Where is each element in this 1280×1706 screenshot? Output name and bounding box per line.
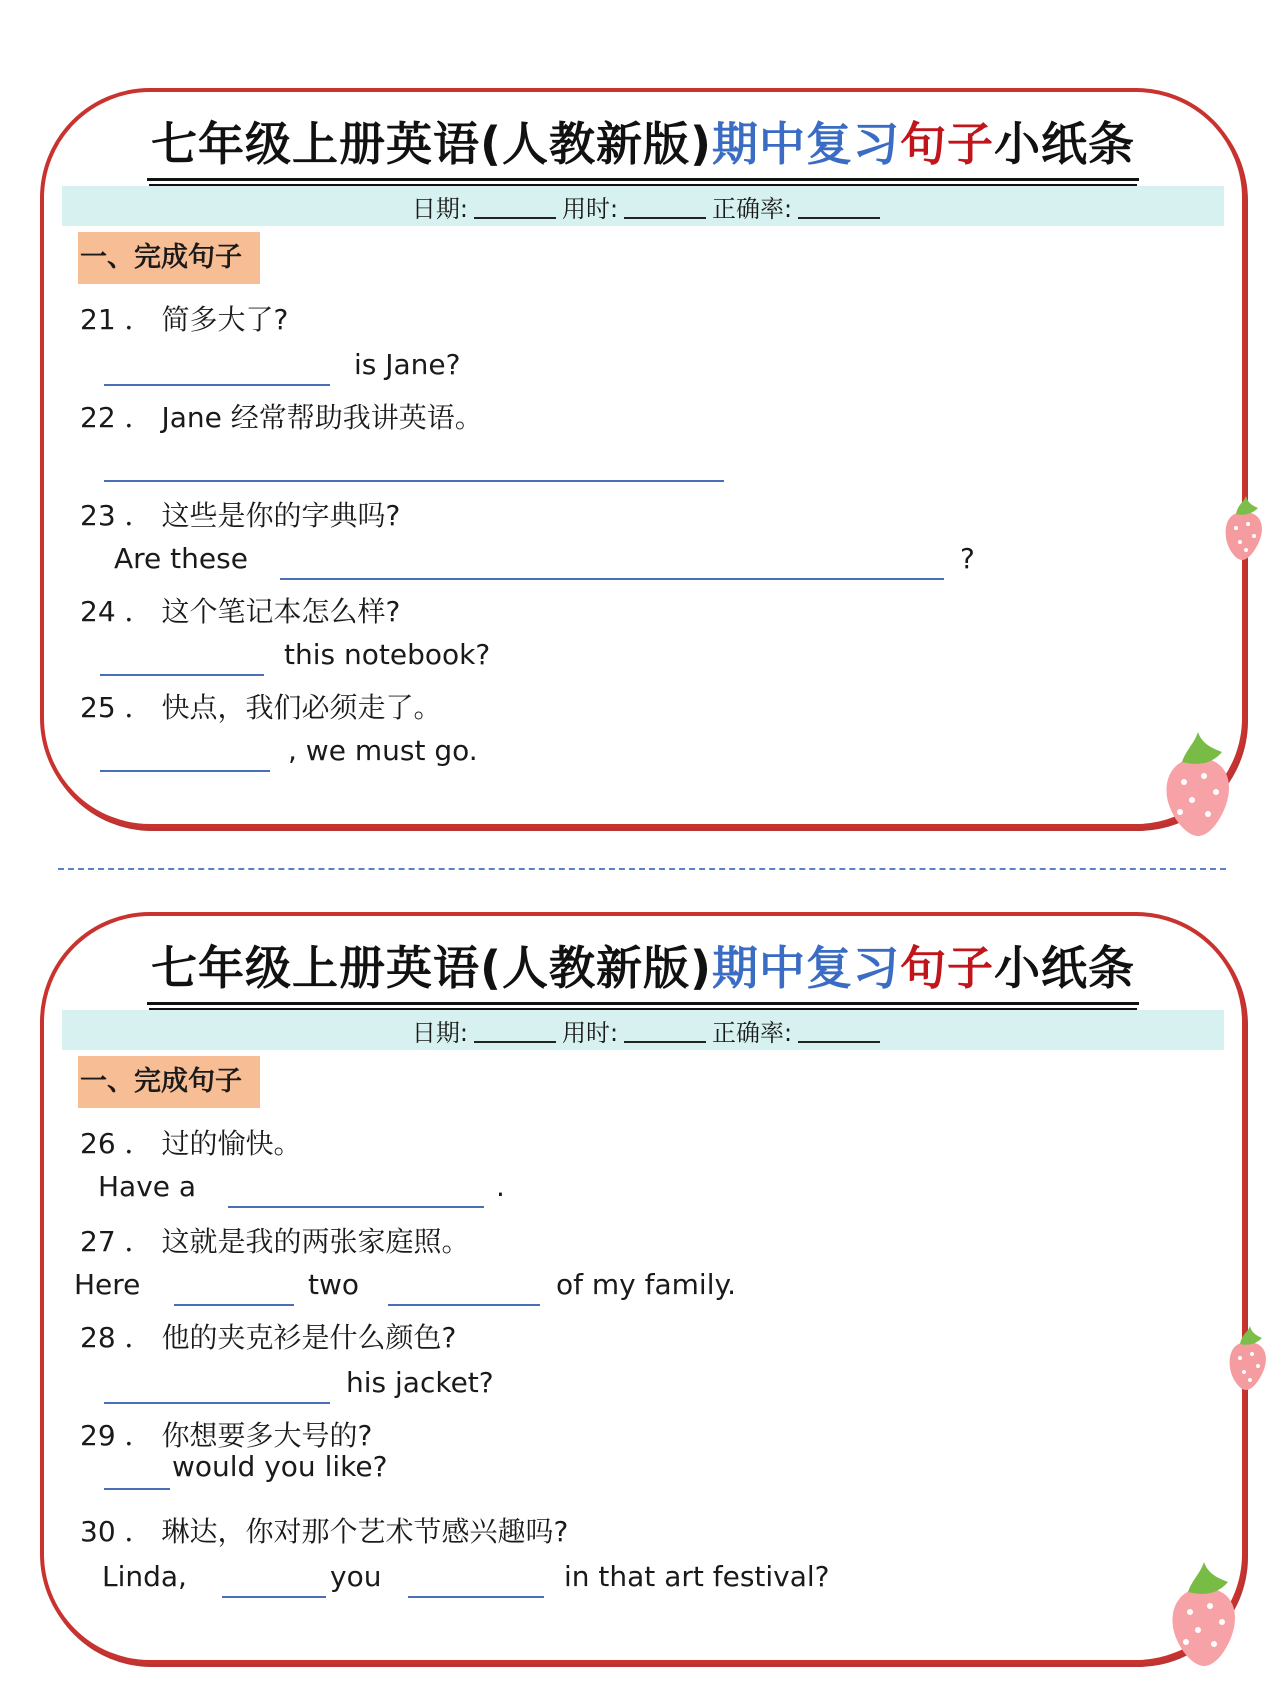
time-blank[interactable] (624, 1017, 706, 1043)
question-28 (80, 1316, 456, 1356)
answer-blank-27a[interactable] (174, 1304, 294, 1306)
question-chinese: Jane 经常帮助我讲英语。 (161, 401, 483, 434)
title-part-note: 小纸条 (994, 117, 1136, 171)
accuracy-blank[interactable] (798, 193, 880, 219)
answer-tail-24: this notebook? (284, 638, 491, 671)
answer-prefix-26: Have a (98, 1170, 197, 1203)
answer-suffix-26: . (496, 1170, 505, 1203)
title-part-grade: 七年级上册英语(人教新版) (150, 941, 713, 995)
question-number: 29 ． (80, 1419, 153, 1452)
answer-prefix-23: Are these (114, 542, 248, 575)
question-24 (80, 590, 400, 630)
question-number: 28 ． (80, 1321, 153, 1354)
date-label: 日期: (411, 1018, 468, 1047)
question-23 (80, 494, 400, 534)
question-number: 27 ． (80, 1225, 153, 1258)
question-number: 26 ． (80, 1127, 153, 1160)
question-number: 24 ． (80, 595, 153, 628)
title-part-sentence: 句子 (900, 941, 995, 995)
title-part-grade: 七年级上册英语(人教新版) (150, 117, 713, 171)
info-bar (62, 1010, 1224, 1050)
question-26 (80, 1122, 301, 1162)
worksheet-card-1 (40, 88, 1246, 828)
title-part-review: 期中复习 (712, 117, 901, 171)
answer-word-27a: Here (74, 1268, 141, 1301)
question-number: 22 ． (80, 401, 153, 434)
answer-blank-28[interactable] (104, 1402, 330, 1404)
question-27 (80, 1220, 469, 1260)
date-blank[interactable] (474, 1017, 556, 1043)
answer-suffix-23: ? (960, 542, 975, 575)
answer-blank-25[interactable] (100, 770, 270, 772)
info-bar (62, 186, 1224, 226)
answer-tail-21: is Jane? (354, 348, 461, 381)
answer-tail-25: , we must go. (288, 734, 478, 767)
answer-tail-29: would you like? (172, 1450, 388, 1483)
strawberry-icon (1226, 1324, 1270, 1394)
answer-blank-22[interactable] (104, 480, 724, 482)
strawberry-icon (1160, 730, 1238, 840)
answer-word-30c: in that art festival? (564, 1560, 830, 1593)
question-number: 30 ． (80, 1515, 153, 1548)
cut-divider (58, 868, 1226, 870)
answer-tail-28: his jacket? (346, 1366, 494, 1399)
title-part-sentence: 句子 (900, 117, 995, 171)
question-chinese: 过的愉快。 (161, 1127, 302, 1160)
question-number: 23 ． (80, 499, 153, 532)
title-part-note: 小纸条 (994, 941, 1136, 995)
accuracy-label: 正确率: (712, 194, 793, 223)
time-label: 用时: (561, 1018, 619, 1047)
question-chinese: 这个笔记本怎么样? (161, 595, 401, 628)
answer-word-27b: two (308, 1268, 360, 1301)
answer-blank-30b[interactable] (408, 1596, 544, 1598)
question-22 (80, 396, 483, 436)
answer-word-27c: of my family. (556, 1268, 736, 1301)
question-30 (80, 1510, 568, 1550)
date-blank[interactable] (474, 193, 556, 219)
title-part-review: 期中复习 (712, 941, 901, 995)
answer-word-30a: Linda, (102, 1560, 187, 1593)
answer-blank-29[interactable] (104, 1488, 170, 1490)
worksheet-title (44, 114, 1242, 181)
time-label: 用时: (561, 194, 619, 223)
answer-blank-27b[interactable] (388, 1304, 540, 1306)
strawberry-icon (1222, 494, 1266, 564)
answer-blank-23[interactable] (280, 578, 944, 580)
question-number: 21 ． (80, 303, 153, 336)
question-chinese: 你想要多大号的? (161, 1419, 373, 1452)
question-chinese: 这些是你的字典吗? (161, 499, 401, 532)
question-chinese: 这就是我的两张家庭照。 (161, 1225, 470, 1258)
question-25 (80, 686, 441, 726)
section-heading: 一、完成句子 (78, 1056, 260, 1108)
time-blank[interactable] (624, 193, 706, 219)
worksheet-title (44, 938, 1242, 1005)
answer-blank-26[interactable] (228, 1206, 484, 1208)
worksheet-card-2 (40, 912, 1246, 1664)
question-chinese: 简多大了? (161, 303, 289, 336)
question-number: 25 ． (80, 691, 153, 724)
answer-blank-21[interactable] (104, 384, 330, 386)
answer-word-30b: you (330, 1560, 382, 1593)
strawberry-icon (1166, 1560, 1244, 1670)
answer-blank-24[interactable] (100, 674, 264, 676)
question-chinese: 他的夹克衫是什么颜色? (161, 1321, 457, 1354)
question-29 (80, 1414, 372, 1454)
accuracy-label: 正确率: (712, 1018, 793, 1047)
date-label: 日期: (411, 194, 468, 223)
section-heading: 一、完成句子 (78, 232, 260, 284)
question-chinese: 快点，我们必须走了。 (161, 691, 442, 724)
question-21 (80, 298, 288, 338)
question-chinese: 琳达，你对那个艺术节感兴趣吗? (161, 1515, 569, 1548)
accuracy-blank[interactable] (798, 1017, 880, 1043)
answer-blank-30a[interactable] (222, 1596, 326, 1598)
